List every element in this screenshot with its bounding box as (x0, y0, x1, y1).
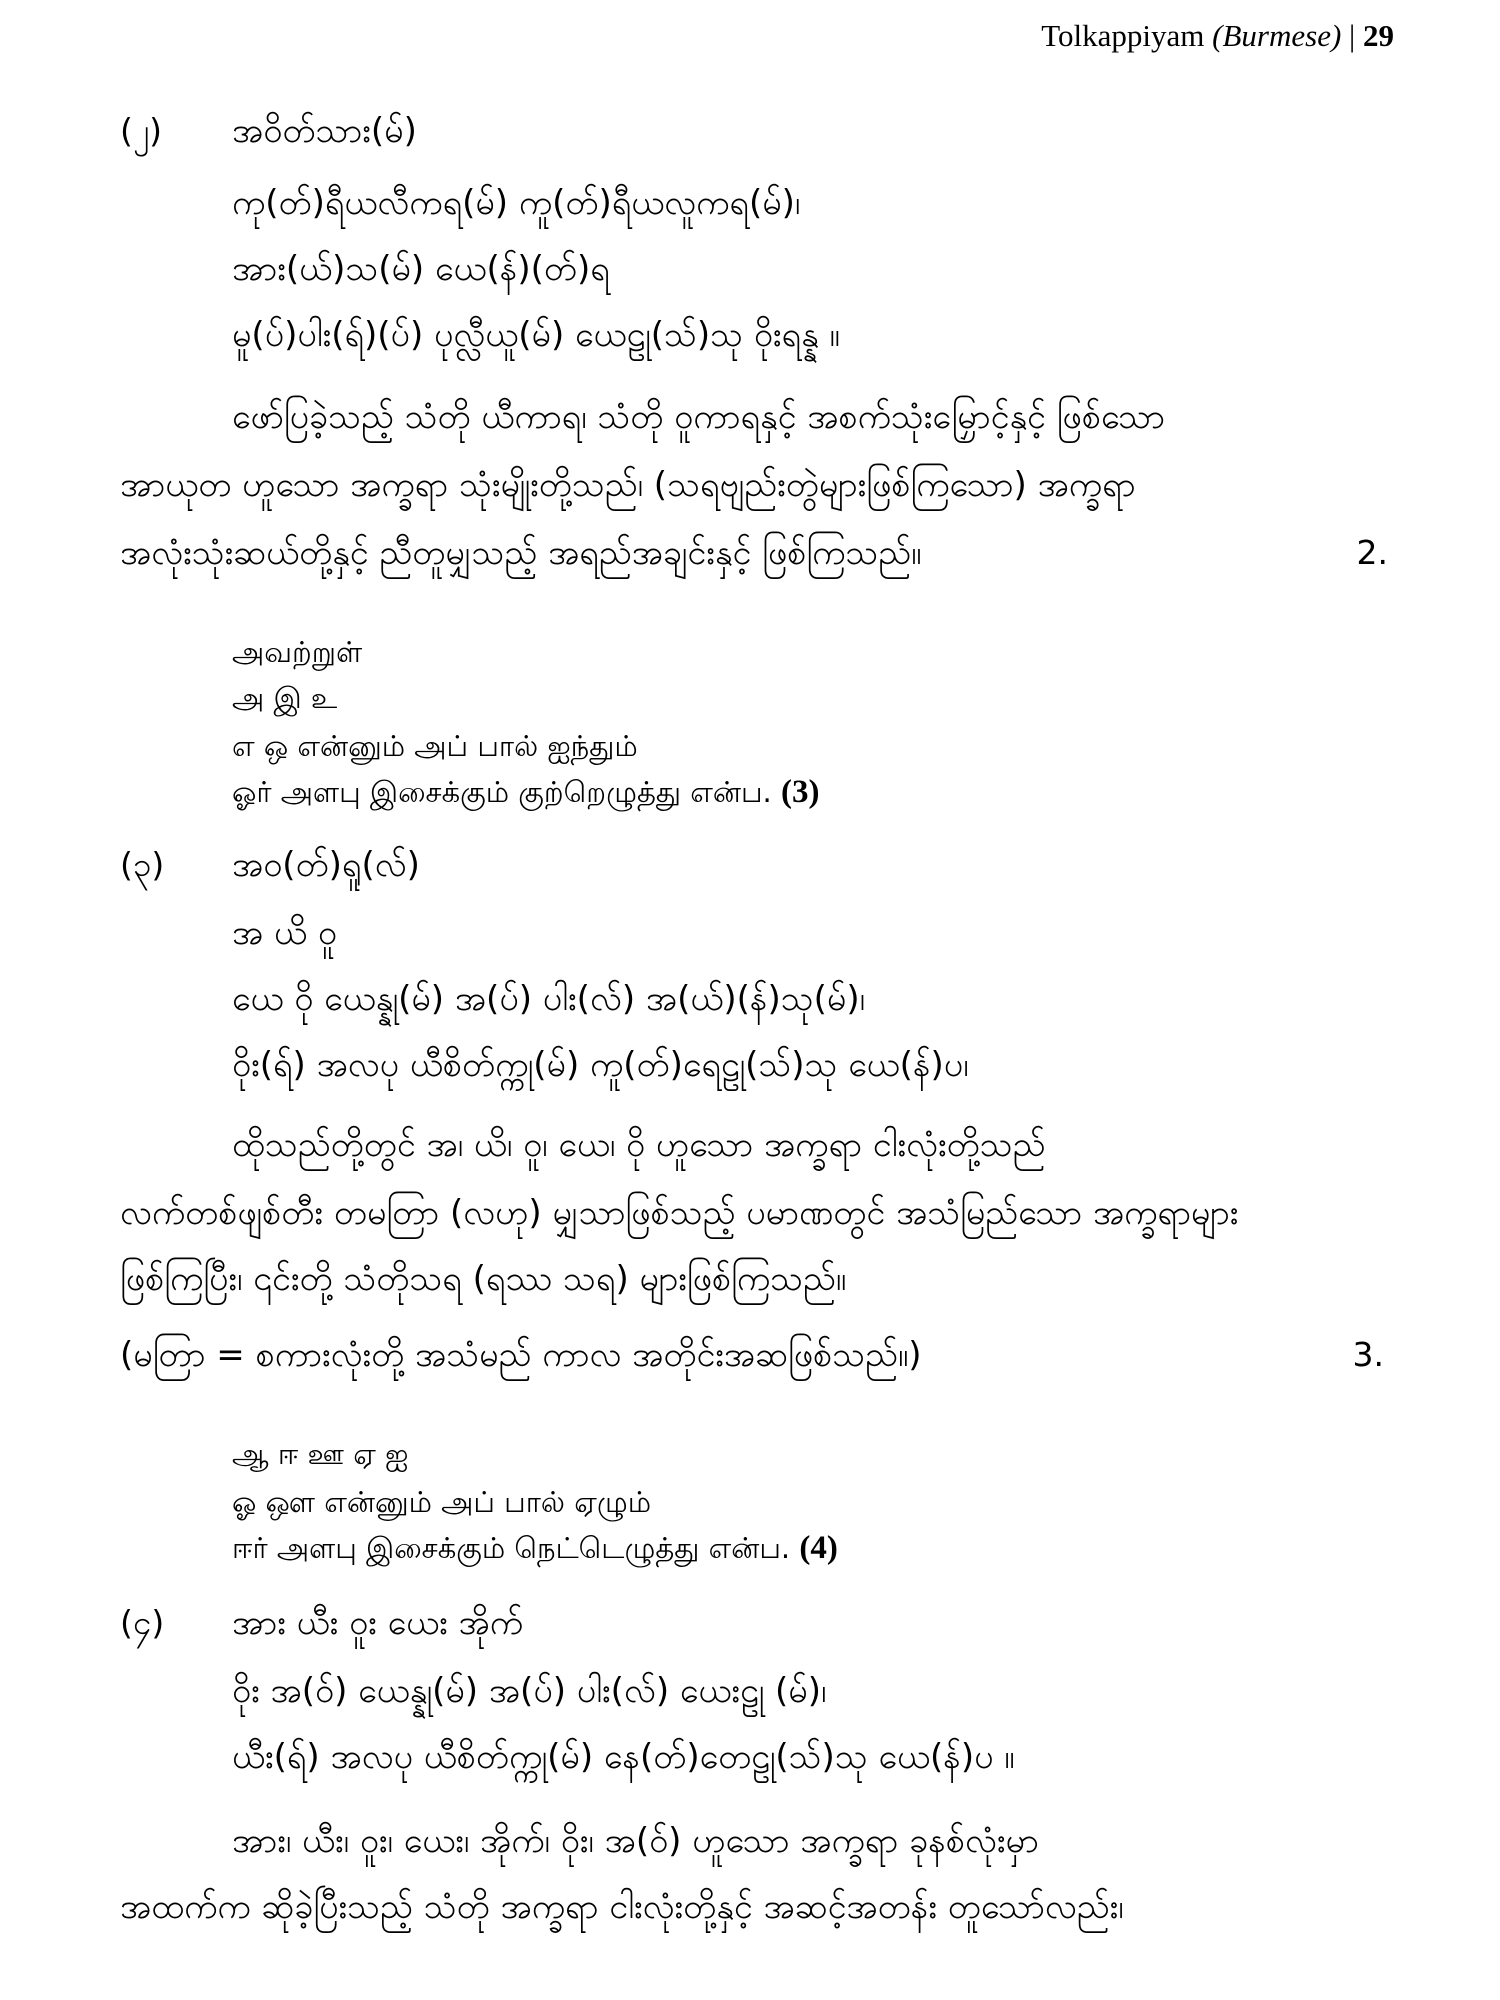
verse-line: ဝိုး(ရ်) အလပု ယီစိတ်က္ကု(မ်) ကူ(တ်)ရေဠု(သ်)သု ယေ(န်)ပ၊ (232, 1045, 969, 1085)
paragraph-line: လက်တစ်ဖျစ်တီး တမတြာ (လဟု) မျှသာဖြစ်သည့် ပမာဏတွင် အသံမြည်သော အက္ခရာများ (120, 1193, 1239, 1233)
book-title: Tolkappiyam (1041, 18, 1205, 53)
tamil-sutra-number-3: (3) (780, 774, 820, 810)
tamil-line: அவற்றுள் (232, 635, 363, 669)
verse-number-3: (၃) (120, 845, 165, 884)
tamil-line: ஓ ஔ என்னும் அப் பால் ஏழும் (232, 1485, 652, 1519)
tamil-line: ஆ ஈ ஊ ஏ ஐ (232, 1437, 409, 1471)
paragraph-line: ထိုသည်တို့တွင် အ၊ ယိ၊ ဝူ၊ ယေ၊ ဝို ဟူသော အက္ခရာ ငါးလုံးတို့သည် (232, 1125, 1046, 1165)
tamil-line-last (232, 1526, 838, 1570)
footnote-line: (မတြာ = စကားလုံးတို့ အသံမည် ကာလ အတိုင်းအဆဖြစ်သည်။) (120, 1335, 922, 1375)
verse-line: ယေ ဝို ယေန္နု(မ်) အ(ပ်) ပါး(လ်) အ(ယ်)(န်)သု(မ်)၊ (232, 979, 865, 1019)
paragraph-line: ဖော်ပြခဲ့သည့် သံတို ယီကာရ၊ သံတို ဝူကာရနှင့် အစက်သုံးမြှောင့်နှင့် ဖြစ်သော (232, 397, 1165, 437)
tamil-text: ஈர் அளபு இசைக்கும் நெட்டெழுத்து என்ப. (232, 1531, 791, 1565)
tamil-line: எ ஒ என்னும் அப் பால் ஐந்தும் (232, 729, 638, 763)
book-subtitle: (Burmese) (1212, 18, 1342, 53)
paragraph-line: အလုံးသုံးဆယ်တို့နှင့် ညီတူမျှသည့် အရည်အချင်းနှင့် ဖြစ်ကြသည်။ (120, 533, 922, 573)
paragraph-line: ဖြစ်ကြပြီး၊ ၎င်းတို့ သံတိုသရ (ရဿ သရ) များဖြစ်ကြသည်။ (120, 1259, 847, 1299)
verse-line: အား(ယ်)သ(မ်) ယေ(န်)(တ်)ရ (232, 249, 610, 289)
verse-line: အဝ(တ်)ရူ(လ်) (232, 845, 420, 885)
tamil-sutra-number-4: (4) (799, 1530, 838, 1566)
paragraph-line: အာယုတ ဟူသော အက္ခရာ သုံးမျိုးတို့သည်၊ (သရဗျည်းတွဲများဖြစ်ကြသော) အက္ခရာ (120, 465, 1136, 505)
verse-line: ယီး(ရ်) အလပု ယီစိတ်က္ကု(မ်) နေ(တ်)တေဠု(သ်)သု ယေ(န်)ပ ။ (232, 1737, 1015, 1777)
verse-line: အ၀ိတ်သား(မ်) (232, 111, 417, 151)
tamil-line-last (232, 770, 819, 814)
sutra-end-number-2: 2. (1356, 533, 1388, 572)
verse-number-2: (၂) (120, 111, 162, 150)
verse-number-4: (၄) (120, 1603, 165, 1642)
page-header (1041, 14, 1394, 58)
sutra-end-number-3: 3. (1352, 1335, 1384, 1374)
paragraph-line: အထက်က ဆိုခဲ့ပြီးသည့် သံတို အက္ခရာ ငါးလုံးတို့နှင့် အဆင့်အတန်း တူသော်လည်း၊ (120, 1887, 1124, 1927)
verse-line: အ ယိ ဝူ (232, 913, 337, 953)
verse-line: ကု(တ်)ရီယလီကရ(မ်) ကူ(တ်)ရီယလူကရ(မ်)၊ (232, 183, 801, 223)
tamil-line: அ இ உ (232, 681, 338, 715)
verse-line: ဝိုး အ(ဝ်) ယေန္နု(မ်) အ(ပ်) ပါး(လ်) ယေးဠု (မ်)၊ (232, 1671, 827, 1711)
header-separator: | (1349, 18, 1356, 53)
page-number: 29 (1363, 18, 1394, 53)
verse-line: အား ယီး ဝူး ယေး အိုက် (232, 1603, 523, 1643)
verse-line: မူ(ပ်)ပါး(ရ်)(ပ်) ပုလ္လီယူ(မ်) ယေဠု(သ်)သု ဝိုးရန္န ။ (232, 315, 840, 355)
tamil-text: ஓர் அளபு இசைக்கும் குற்றெழுத்து என்ப. (232, 775, 772, 809)
paragraph-line: အား၊ ယီး၊ ဝူး၊ ယေး၊ အိုက်၊ ဝိုး၊ အ(ဝ်) ဟူသော အက္ခရာ ခုနစ်လုံးမှာ (232, 1821, 1039, 1861)
